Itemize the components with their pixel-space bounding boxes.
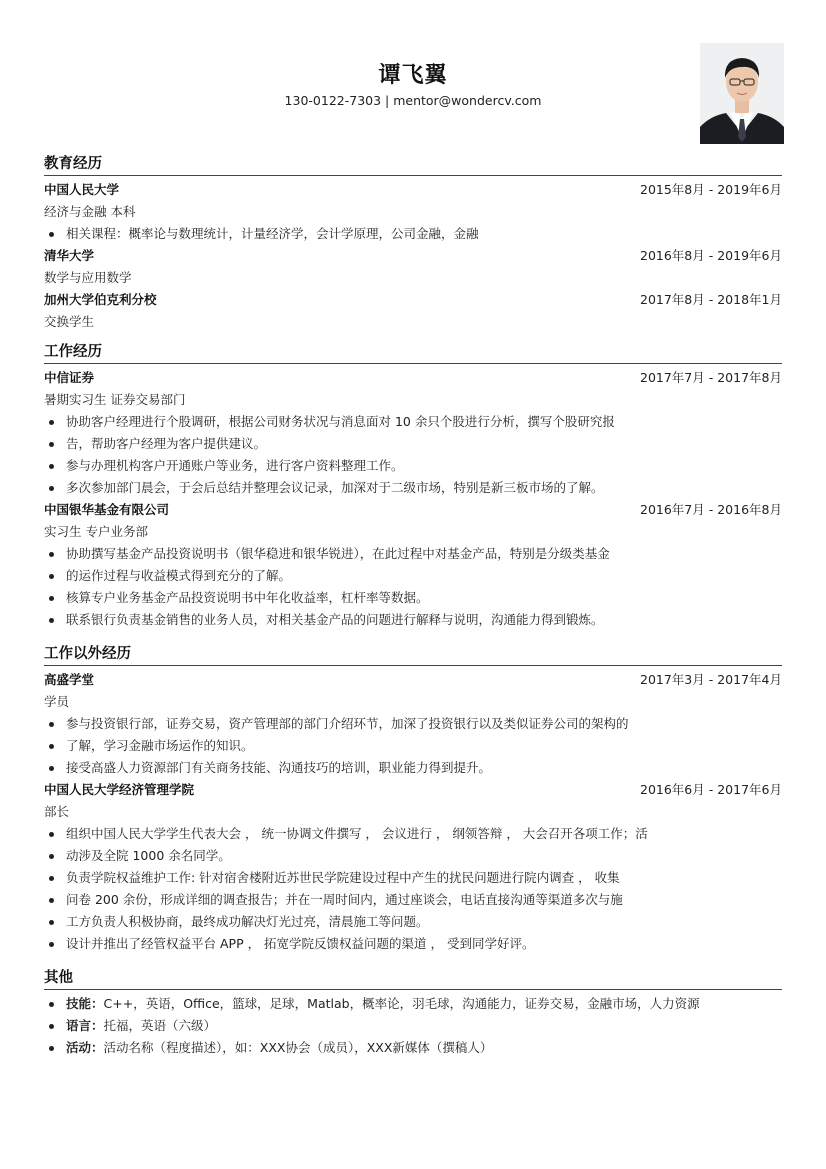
candidate-name: 谭飞翼 bbox=[378, 63, 448, 88]
section-divider bbox=[44, 665, 782, 666]
entry-header bbox=[44, 179, 782, 201]
bullet-item: 工方负责人积极协商，最终成功解决灯光过亮，清晨施工等问题。 bbox=[44, 911, 782, 933]
section-title: 其他 bbox=[44, 970, 73, 986]
entry-date: 2017年8月 - 2018年1月 bbox=[640, 292, 782, 307]
other-section bbox=[44, 968, 782, 1059]
bullet-item: 动涉及全院 1000 余名同学。 bbox=[44, 845, 782, 867]
item-value: 托福，英语（六级） bbox=[103, 1018, 217, 1033]
education-section bbox=[44, 154, 782, 333]
bullet-item: 设计并推出了经管权益平台 APP ， 拓宽学院反馈权益问题的渠道 ， 受到同学好评。 bbox=[44, 933, 782, 955]
profile-photo bbox=[700, 43, 784, 144]
work-section bbox=[44, 342, 782, 631]
institution-name: 中国人民大学 bbox=[44, 182, 120, 197]
company-name: 中信证券 bbox=[44, 370, 95, 385]
entry-subtitle: 交换学生 bbox=[44, 314, 95, 329]
entry-header bbox=[44, 245, 782, 267]
bullet-item: 组织中国人民大学学生代表大会 ， 统一协调文件撰写 ， 会议进行 ， 纲领答辩 ， 大会召开各项工作；活 bbox=[44, 823, 782, 845]
section-divider bbox=[44, 363, 782, 364]
bullet-item: 了解，学习金融市场运作的知识。 bbox=[44, 735, 782, 757]
item-key: 技能： bbox=[66, 996, 104, 1011]
bullet-item: 多次参加部门晨会，于会后总结并整理会议记录，加深对于二级市场，特别是新三板市场的了解。 bbox=[44, 477, 782, 499]
item-key: 语言： bbox=[66, 1018, 104, 1033]
bullet-item: 告，帮助客户经理为客户提供建议。 bbox=[44, 433, 782, 455]
bullet-item: 参与投资银行部，证券交易，资产管理部的部门介绍环节，加深了投资银行以及类似证券公司的架构的 bbox=[44, 713, 782, 735]
section-divider bbox=[44, 175, 782, 176]
bullet-item: 核算专户业务基金产品投资说明书中年化收益率，杠杆率等数据。 bbox=[44, 587, 782, 609]
institution-name: 清华大学 bbox=[44, 248, 95, 263]
entry-header bbox=[44, 499, 782, 521]
entry-header bbox=[44, 289, 782, 311]
organization-name: 中国人民大学经济管理学院 bbox=[44, 782, 195, 797]
item-value: C++，英语，Office，篮球，足球，Matlab，概率论，羽毛球，沟通能力，证券交易，金融市场，人力资源 bbox=[103, 996, 700, 1011]
extra-section bbox=[44, 644, 782, 955]
entry-subtitle: 暑期实习生 证券交易部门 bbox=[44, 392, 186, 407]
section-title: 工作经历 bbox=[44, 344, 102, 360]
entry-subtitle: 部长 bbox=[44, 804, 70, 819]
bullet-item: 协助客户经理进行个股调研，根据公司财务状况与消息面对 10 余只个股进行分析，撰写个股研究报 bbox=[44, 411, 782, 433]
bullet-item: 问卷 200 余份，形成详细的调查报告；并在一周时间内，通过座谈会，电话直接沟通等渠道多次与施 bbox=[44, 889, 782, 911]
entry-header bbox=[44, 367, 782, 389]
entry-date: 2017年7月 - 2017年8月 bbox=[640, 370, 782, 385]
bullet-item: 协助撰写基金产品投资说明书（银华稳进和银华锐进），在此过程中对基金产品，特别是分级类基金 bbox=[44, 543, 782, 565]
section-title: 教育经历 bbox=[44, 156, 102, 172]
entry-subtitle: 学员 bbox=[44, 694, 70, 709]
section-title: 工作以外经历 bbox=[44, 646, 131, 662]
entry-date: 2017年3月 - 2017年4月 bbox=[640, 672, 782, 687]
bullet-item: 接受高盛人力资源部门有关商务技能、沟通技巧的培训，职业能力得到提升。 bbox=[44, 757, 782, 779]
bullet-item: 负责学院权益维护工作: 针对宿舍楼附近苏世民学院建设过程中产生的扰民问题进行院内调查 ， 收集 bbox=[44, 867, 782, 889]
institution-name: 加州大学伯克利分校 bbox=[44, 292, 157, 307]
entry-header bbox=[44, 779, 782, 801]
bullet-item: 相关课程：概率论与数理统计，计量经济学，会计学原理，公司金融，金融 bbox=[44, 223, 782, 245]
contact-info: 130-0122-7303 | mentor@wondercv.com bbox=[284, 93, 542, 108]
entry-date: 2016年7月 - 2016年8月 bbox=[640, 502, 782, 517]
entry-date: 2016年6月 - 2017年6月 bbox=[640, 782, 782, 797]
entry-subtitle: 数学与应用数学 bbox=[44, 270, 132, 285]
organization-name: 高盛学堂 bbox=[44, 672, 95, 687]
item-key: 活动： bbox=[66, 1040, 104, 1055]
bullet-item: 联系银行负责基金销售的业务人员，对相关基金产品的问题进行解释与说明，沟通能力得到锻炼。 bbox=[44, 609, 782, 631]
entry-subtitle: 实习生 专户业务部 bbox=[44, 524, 148, 539]
company-name: 中国银华基金有限公司 bbox=[44, 502, 170, 517]
entry-date: 2016年8月 - 2019年6月 bbox=[640, 248, 782, 263]
entry-subtitle: 经济与金融 本科 bbox=[44, 204, 136, 219]
resume-header bbox=[44, 54, 782, 164]
bullet-item: 参与办理机构客户开通账户等业务，进行客户资料整理工作。 bbox=[44, 455, 782, 477]
section-divider bbox=[44, 989, 782, 990]
bullet-item: 的运作过程与收益模式得到充分的了解。 bbox=[44, 565, 782, 587]
entry-date: 2015年8月 - 2019年6月 bbox=[640, 182, 782, 197]
entry-header bbox=[44, 669, 782, 691]
activity-item bbox=[44, 1037, 782, 1059]
item-value: 活动名称（程度描述），如：XXX协会（成员），XXX新媒体（撰稿人） bbox=[103, 1040, 493, 1055]
skills-item bbox=[44, 993, 782, 1015]
language-item bbox=[44, 1015, 782, 1037]
